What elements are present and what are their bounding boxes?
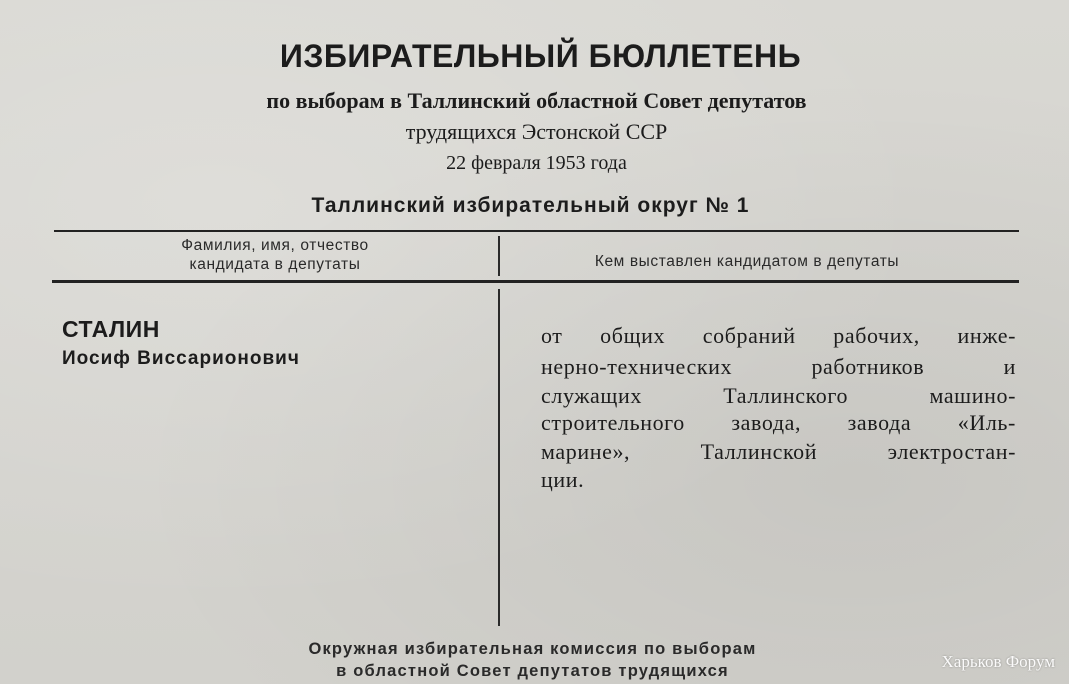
table-body-divider (498, 289, 500, 626)
table-header-rule (52, 280, 1019, 283)
ballot-title: ИЗБИРАТЕЛЬНЫЙ БЮЛЛЕТЕНЬ (279, 38, 802, 74)
column-header-candidate-line-2: кандидата в депутаты (189, 256, 361, 273)
nominated-by-line-3: служащих Таллинского машино- (541, 383, 1016, 408)
nominated-by-line-5: маринe», Таллинской электростан- (541, 439, 1016, 464)
electoral-district: Таллинский избирательный округ № 1 (311, 194, 750, 217)
commission-footer-line-2: в областной Совет депутатов трудящихся (336, 662, 729, 680)
nominated-by-line-4: строительного завода, завода «Иль- (541, 410, 1016, 435)
nominated-by-line-1: от общих собраний рабочих, инже- (541, 323, 1016, 348)
candidate-last-name: СТАЛИН (62, 316, 160, 342)
ballot-subtitle-line-1: по выборам в Таллинский областной Совет депутатов (266, 88, 807, 113)
table-header-divider (498, 236, 500, 276)
candidate-first-names: Иосиф Виссарионович (62, 348, 300, 369)
nominated-by-line-6: ции. (541, 467, 585, 492)
column-header-candidate (60, 236, 490, 274)
column-header-candidate-line-1: Фамилия, имя, отчество (181, 237, 369, 254)
table-top-rule (54, 230, 1019, 232)
election-date: 22 февраля 1953 года (446, 152, 627, 174)
commission-footer-line-1: Окружная избирательная комиссия по выборам (308, 640, 757, 658)
nominated-by-line-2: нерно-технических работников и (541, 354, 1016, 379)
column-header-nominated-by: Кем выставлен кандидатом в депутаты (594, 253, 900, 270)
ballot-subtitle-line-2: трудящихся Эстонской ССР (405, 119, 668, 144)
forum-watermark: Харьков Форум (941, 652, 1055, 671)
